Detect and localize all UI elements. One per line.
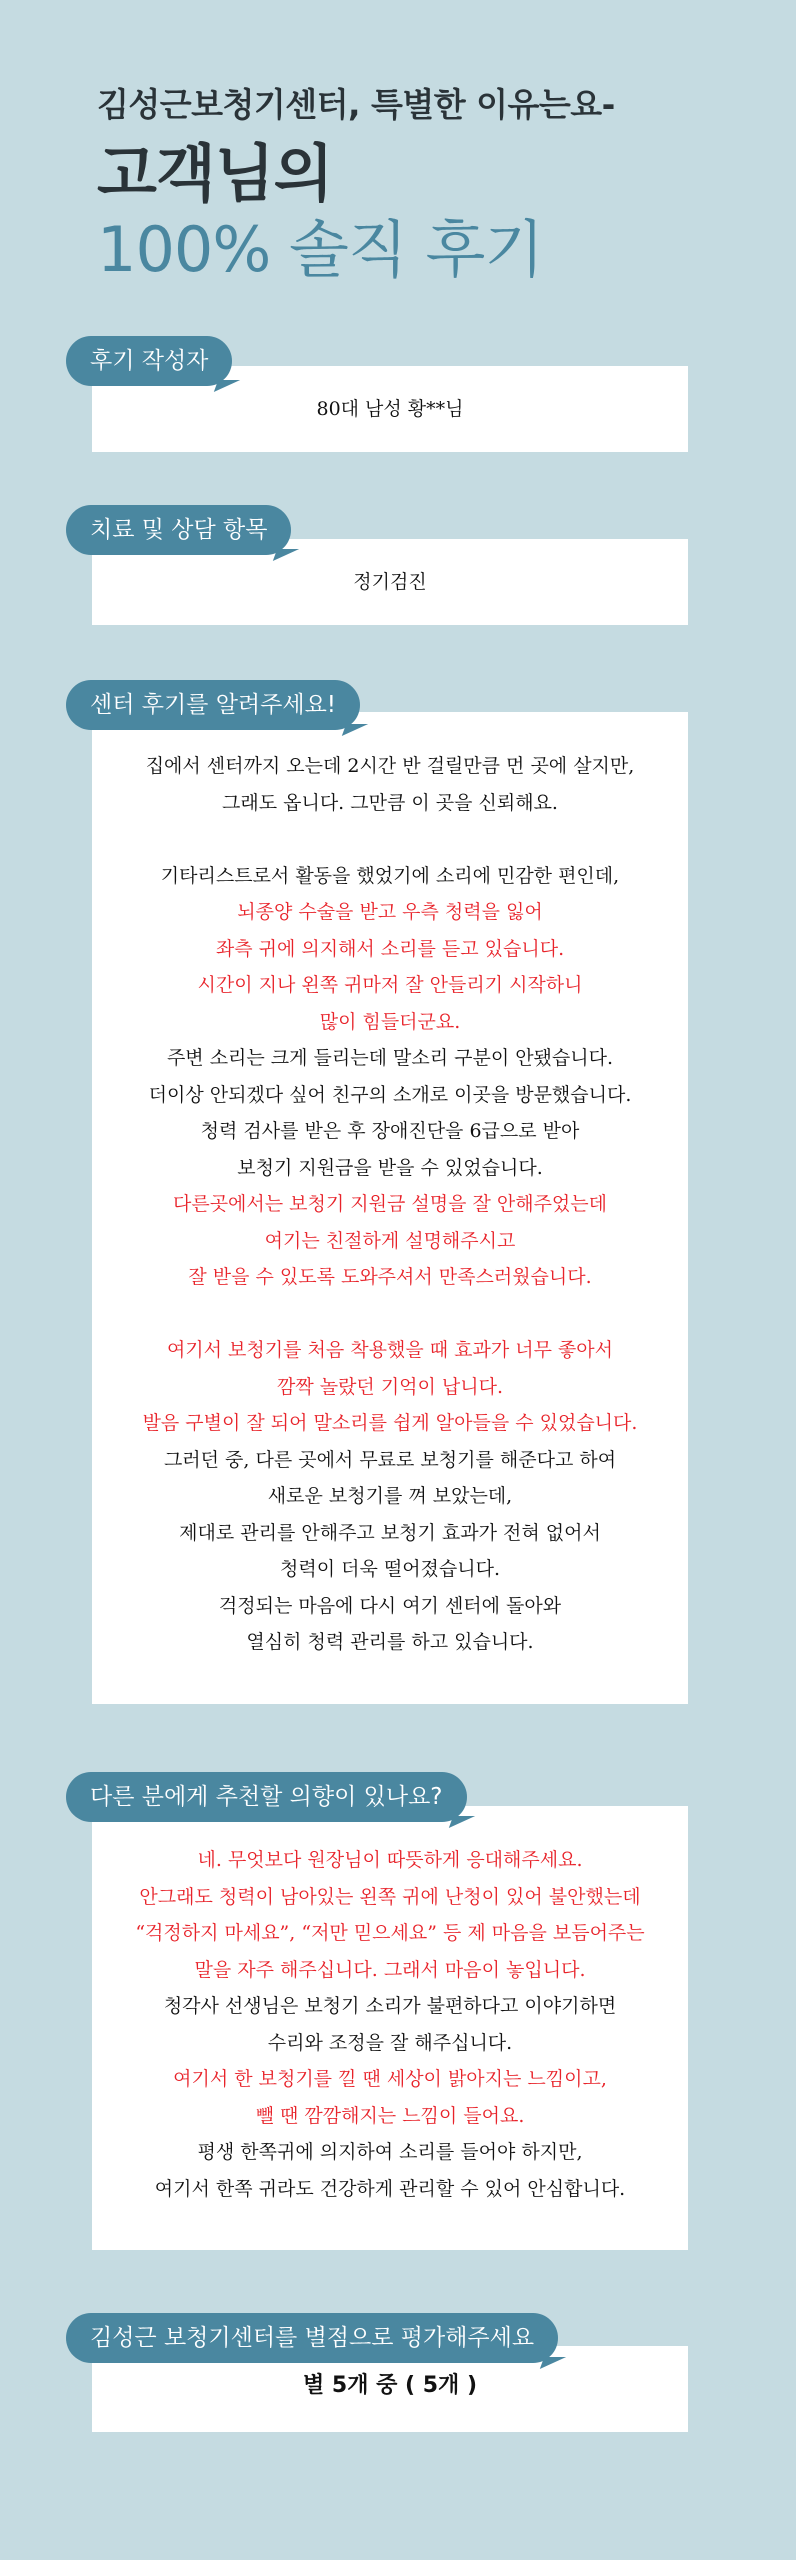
recommend-card <box>92 1806 688 2250</box>
review-line: 걱정되는 마음에 다시 여기 센터에 돌아와 <box>218 1594 562 1617</box>
recommend-line: 청각사 선생님은 보청기 소리가 불편하다고 이야기하면 <box>163 1995 617 2017</box>
rating-value: 별 5개 중 ( 5개 ) <box>302 2373 478 2398</box>
review-line: 발음 구별이 잘 되어 말소리를 쉽게 알아들을 수 있었습니다. <box>142 1412 638 1434</box>
review-line <box>92 1296 688 1333</box>
review-line: 그러던 중, 다른 곳에서 무료로 보청기를 해준다고 하여 <box>163 1448 617 1471</box>
recommend-line: 말을 자주 해주십니다. 그래서 마음이 놓입니다. <box>194 1958 586 1981</box>
recommend-line: “걱정하지 마세요”, “저만 믿으세요” 등 제 마음을 보듬어주는 <box>135 1922 645 1944</box>
recommend-line: 네. 무엇보다 원장님이 따뜻하게 응대해주세요. <box>197 1849 583 1871</box>
treatment-tag: 치료 및 상담 항목 <box>66 505 291 555</box>
recommend-line: 여기서 한 보청기를 낄 땐 세상이 밝아지는 느낌이고, <box>173 2068 607 2090</box>
review-line: 여기는 친절하게 설명해주시고 <box>264 1229 516 1252</box>
review-text <box>92 712 688 1661</box>
author-tag: 후기 작성자 <box>66 336 232 386</box>
review-line: 시간이 지나 왼쪽 귀마저 잘 안들리기 시작하니 <box>197 974 583 996</box>
review-line: 청력이 더욱 떨어졌습니다. <box>279 1558 500 1580</box>
review-line: 새로운 보청기를 껴 보았는데, <box>267 1485 513 1507</box>
review-line: 뇌종양 수술을 받고 우측 청력을 잃어 <box>237 901 543 923</box>
review-line: 그래도 옵니다. 그만큼 이 곳을 신뢰해요. <box>222 791 558 814</box>
review-line: 좌측 귀에 의지해서 소리를 듣고 있습니다. <box>215 937 565 960</box>
author-value: 80대 남성 황**님 <box>316 398 464 420</box>
page-title-highlight: 100% 솔직 후기 <box>97 213 544 286</box>
review-line: 주변 소리는 크게 들리는데 말소리 구분이 안됐습니다. <box>166 1047 614 1069</box>
page-header <box>97 82 737 288</box>
recommend-line: 안그래도 청력이 남아있는 왼쪽 귀에 난청이 있어 불안했는데 <box>139 1885 641 1908</box>
review-line: 집에서 센터까지 오는데 2시간 반 걸릴만큼 먼 곳에 살지만, <box>145 755 635 777</box>
rating-tag: 김성근 보청기센터를 별점으로 평가해주세요 <box>66 2313 558 2363</box>
review-line: 잘 받을 수 있도록 도와주셔서 만족스러웠습니다. <box>188 1266 592 1288</box>
review-card <box>92 712 688 1704</box>
review-line: 더이상 안되겠다 싶어 친구의 소개로 이곳을 방문했습니다. <box>148 1083 632 1106</box>
recommend-line: 평생 한쪽귀에 의지하여 소리를 들어야 하지만, <box>197 2141 583 2163</box>
recommend-line: 뺄 땐 깜깜해지는 느낌이 들어요. <box>255 2104 525 2127</box>
page-title: 고객님의 <box>97 137 333 210</box>
review-line: 깜짝 놀랐던 기억이 납니다. <box>276 1375 504 1398</box>
treatment-value: 정기검진 <box>353 571 427 593</box>
review-line: 제대로 관리를 안해주고 보청기 효과가 전혀 없어서 <box>179 1521 601 1544</box>
review-line: 다른곳에서는 보청기 지원금 설명을 잘 안해주었는데 <box>173 1193 607 1215</box>
review-line: 많이 힘들더군요. <box>319 1010 461 1033</box>
review-line: 여기서 보청기를 처음 착용했을 때 효과가 너무 좋아서 <box>166 1339 614 1361</box>
review-line <box>92 821 688 858</box>
page-subtitle: 김성근보청기센터, 특별한 이유는요- <box>97 85 615 124</box>
review-line: 보청기 지원금을 받을 수 있었습니다. <box>237 1156 543 1179</box>
recommend-tag: 다른 분에게 추천할 의향이 있나요? <box>66 1772 467 1822</box>
recommend-line: 수리와 조정을 잘 해주십니다. <box>267 2031 513 2054</box>
review-line: 기타리스트로서 활동을 했었기에 소리에 민감한 편인데, <box>160 864 620 887</box>
review-line: 청력 검사를 받은 후 장애진단을 6급으로 받아 <box>200 1120 580 1142</box>
recommend-line: 여기서 한쪽 귀라도 건강하게 관리할 수 있어 안심합니다. <box>154 2177 626 2200</box>
recommend-text <box>92 1806 688 2207</box>
review-line: 열심히 청력 관리를 하고 있습니다. <box>246 1631 534 1653</box>
review-tag: 센터 후기를 알려주세요! <box>66 680 360 730</box>
